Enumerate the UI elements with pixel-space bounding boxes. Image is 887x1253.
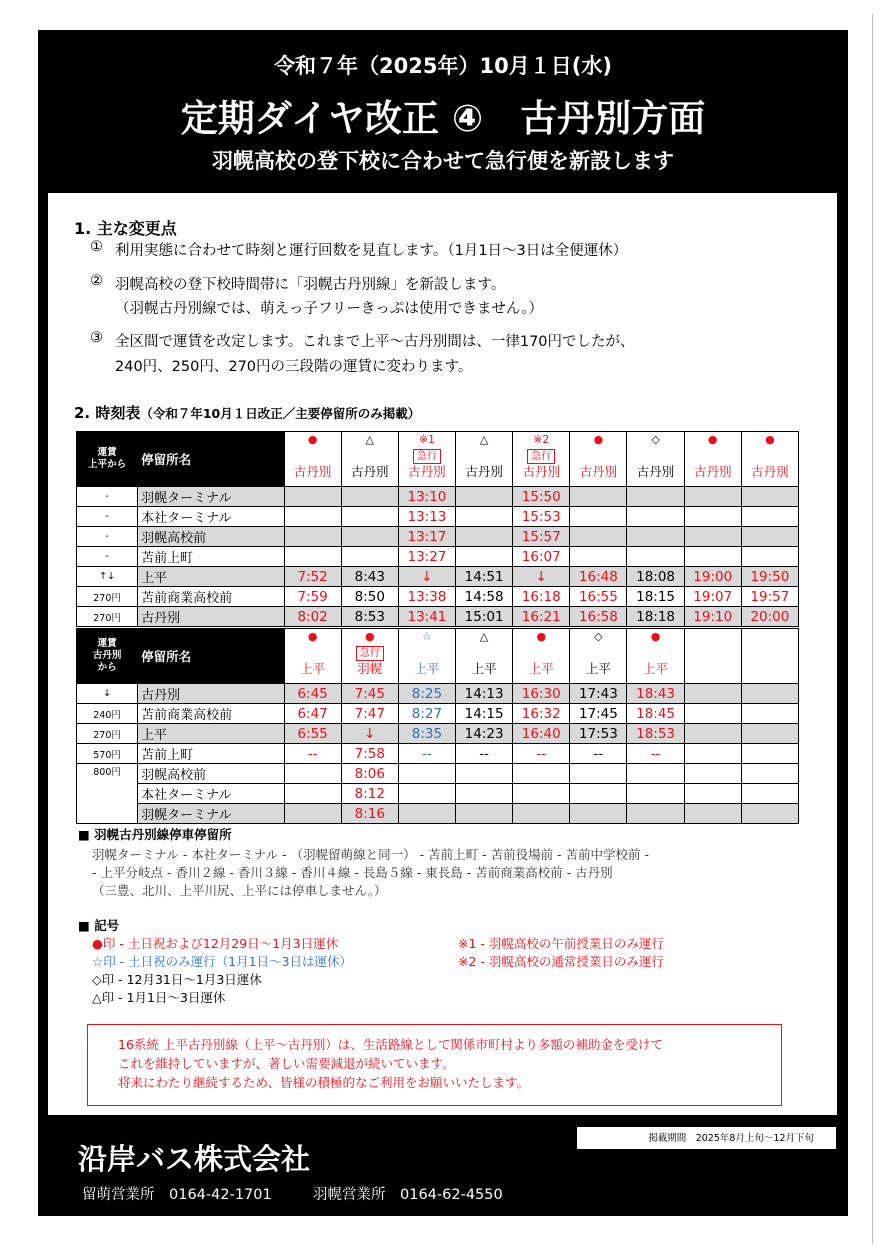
trip-destination: 上平	[528, 661, 554, 676]
trip-destination: 古丹別	[579, 464, 618, 479]
trip-mark: ●	[307, 433, 318, 446]
time-cell: 19:10	[684, 607, 741, 627]
trip-destination: 古丹別	[522, 464, 560, 479]
stops-line: （三豊、北川、上平川尻、上平には停車しません。）	[92, 883, 387, 898]
trip-mark: ●	[536, 630, 547, 643]
trip-mark: ●	[593, 433, 604, 446]
time-cell	[513, 764, 570, 784]
time-cell: 20:00	[741, 607, 798, 627]
time-cell: 18:18	[627, 607, 684, 627]
time-cell: ↓	[398, 567, 455, 587]
time-cell: 13:17	[398, 527, 455, 547]
trip-destination: 上平	[300, 661, 326, 676]
legend-item: ◇印 - 12月31日〜1月3日運休	[92, 972, 262, 987]
section2-title	[74, 402, 420, 423]
stops-line: - 上平分岐点 - 香川２線 - 香川３線 - 香川４線 - 長島５線 - 東長島 - 苫前商業高校前 - 古丹別	[92, 865, 613, 880]
time-cell: --	[398, 744, 455, 764]
trip-mark	[685, 629, 741, 645]
time-cell	[627, 507, 684, 527]
time-cell	[627, 487, 684, 507]
stop-name: 本社ターミナル	[138, 507, 284, 527]
trip-type-slot	[342, 645, 398, 661]
stops-line: 羽幌ターミナル - 本社ターミナル - （羽幌留萌線と同一） - 苫前上町 - 苫前役場前 - 苫前中学校前 -	[92, 847, 650, 862]
stop-name: 本社ターミナル	[138, 784, 284, 804]
trip-mark: ◇	[594, 630, 603, 643]
office-haboro: 羽幌営業所 0164-62-4550	[313, 1187, 503, 1203]
trip-mark: ◇	[651, 433, 660, 446]
time-cell: 18:43	[627, 684, 684, 704]
fare-cell: -	[77, 487, 138, 507]
time-cell: 6:45	[284, 684, 341, 704]
trip-destination: 古丹別	[693, 464, 732, 479]
trip-column-header	[513, 432, 570, 487]
time-cell: 16:18	[513, 587, 570, 607]
express-badge: 急行	[413, 449, 441, 464]
fare-cell: 570円	[77, 744, 138, 764]
page-title: 定期ダイヤ改正 ④ 古丹別方面	[180, 97, 706, 140]
time-cell: 13:27	[398, 547, 455, 567]
fare-cell: 270円	[77, 587, 138, 607]
trip-destination: 古丹別	[465, 464, 503, 479]
time-cell	[741, 744, 798, 764]
trip-type-slot	[399, 448, 455, 464]
time-cell	[684, 764, 741, 784]
trip-column-header	[684, 629, 741, 684]
time-cell	[570, 547, 627, 567]
section2-heading: 2. 時刻表	[74, 404, 141, 422]
time-cell: 17:45	[570, 704, 627, 724]
time-cell: 7:52	[284, 567, 341, 587]
notice-line: 16系統 上平古丹別線（上平〜古丹別）は、生活路線として関係市町村より多額の補助金を受けて	[118, 1037, 663, 1052]
time-cell: 16:32	[513, 704, 570, 724]
time-cell	[398, 764, 455, 784]
trip-mark: △	[365, 433, 375, 446]
time-cell: 8:16	[341, 804, 398, 824]
trip-column-header	[456, 432, 513, 487]
time-cell: 6:47	[284, 704, 341, 724]
section2-note: （令和７年10月１日改正／主要停留所のみ掲載）	[140, 406, 421, 421]
time-cell: 8:27	[398, 704, 455, 724]
time-cell: 8:02	[284, 607, 341, 627]
time-cell: 16:40	[513, 724, 570, 744]
time-cell	[570, 487, 627, 507]
time-cell	[741, 704, 798, 724]
time-cell: 13:38	[398, 587, 455, 607]
time-cell	[741, 507, 798, 527]
point-marker: ②	[90, 273, 103, 289]
time-cell: 7:58	[341, 744, 398, 764]
time-cell: 14:58	[456, 587, 513, 607]
point-text: 利用実態に合わせて時刻と運行回数を見直します。（1月1日〜3日は全便運休）	[115, 243, 628, 259]
time-cell	[684, 804, 741, 824]
time-cell: 19:00	[684, 567, 741, 587]
time-cell	[456, 487, 513, 507]
fare-cell: 240円	[77, 704, 138, 724]
trip-column-header	[684, 432, 741, 487]
time-cell: 18:45	[627, 704, 684, 724]
trip-mark: △	[479, 630, 489, 643]
time-cell	[684, 487, 741, 507]
trip-type-slot	[513, 645, 569, 661]
time-cell	[456, 547, 513, 567]
fare-cell: 270円	[77, 607, 138, 627]
time-cell	[456, 764, 513, 784]
header-date: 令和７年（2025年）10月１日(水)	[274, 54, 612, 78]
time-cell: --	[456, 744, 513, 764]
time-cell	[341, 487, 398, 507]
point-marker: ①	[90, 239, 103, 255]
trip-type-slot	[513, 448, 569, 464]
trip-destination: 羽幌	[357, 661, 383, 676]
time-cell: 13:41	[398, 607, 455, 627]
point-text: （羽幌古丹別線では、萌えっ子フリーきっぷは使用できません。）	[115, 301, 544, 317]
stops-heading: ■ 羽幌古丹別線停車停留所	[78, 827, 232, 842]
time-cell: 7:45	[341, 684, 398, 704]
trip-type-slot	[570, 645, 626, 661]
time-cell: 8:43	[341, 567, 398, 587]
express-badge: 急行	[356, 646, 384, 661]
trip-destination: 上平	[471, 661, 497, 676]
time-cell	[284, 527, 341, 547]
time-cell	[627, 804, 684, 824]
time-cell: 17:53	[570, 724, 627, 744]
time-cell	[513, 804, 570, 824]
trip-column-header	[341, 432, 398, 487]
time-cell: 7:47	[341, 704, 398, 724]
trip-column-header	[627, 629, 684, 684]
time-cell: 15:01	[456, 607, 513, 627]
time-cell: 16:07	[513, 547, 570, 567]
trip-type-slot	[685, 645, 741, 661]
time-cell	[341, 527, 398, 547]
time-cell: 8:25	[398, 684, 455, 704]
stop-name: 苫前商業高校前	[138, 704, 284, 724]
fare-cell: ↑↓	[77, 567, 138, 587]
trip-destination: 上平	[414, 661, 440, 676]
stop-name: 羽幌高校前	[138, 764, 284, 784]
trip-column-header	[398, 432, 455, 487]
trip-mark: ●	[707, 433, 718, 446]
time-cell	[684, 784, 741, 804]
time-cell	[741, 527, 798, 547]
time-cell	[570, 804, 627, 824]
time-cell	[570, 527, 627, 547]
trip-column-header	[570, 432, 627, 487]
trip-mark: ●	[765, 433, 775, 446]
time-cell	[513, 784, 570, 804]
time-cell	[284, 507, 341, 527]
time-cell: 14:51	[456, 567, 513, 587]
posting-period: 掲載期間 2025年8月上旬〜12月下旬	[576, 1126, 837, 1150]
time-cell: 16:48	[570, 567, 627, 587]
time-cell	[741, 684, 798, 704]
trip-type-slot	[570, 448, 626, 464]
trip-mark: △	[479, 433, 489, 446]
time-cell: 16:55	[570, 587, 627, 607]
trip-column-header	[513, 629, 570, 684]
trip-column-header	[570, 629, 627, 684]
stop-name-header: 停留所名	[138, 432, 284, 487]
time-cell: 15:50	[513, 487, 570, 507]
time-cell: ↓	[341, 724, 398, 744]
time-cell	[398, 804, 455, 824]
stop-name: 羽幌高校前	[138, 527, 284, 547]
point-text: 240円、250円、270円の三段階の運賃に変わります。	[115, 359, 473, 375]
time-cell: 16:30	[513, 684, 570, 704]
time-cell	[741, 804, 798, 824]
stop-name: 苫前商業高校前	[138, 587, 284, 607]
time-cell	[684, 724, 741, 744]
company-name: 沿岸バス株式会社	[78, 1142, 311, 1176]
trip-type-slot	[627, 448, 683, 464]
time-cell: --	[513, 744, 570, 764]
time-cell	[741, 487, 798, 507]
time-cell: 14:23	[456, 724, 513, 744]
time-cell	[627, 764, 684, 784]
time-cell: 8:35	[398, 724, 455, 744]
time-cell: 7:59	[284, 587, 341, 607]
time-cell	[341, 507, 398, 527]
stop-name: 羽幌ターミナル	[138, 487, 284, 507]
notice-line: これを維持していますが、著しい需要減退が続いています。	[118, 1056, 455, 1071]
time-cell	[570, 784, 627, 804]
trip-destination: 上平	[643, 661, 669, 676]
trip-mark: ※2	[533, 433, 550, 446]
legend-item: ☆印 - 土日祝のみ運行（1月1日〜3日は運休）	[92, 954, 353, 969]
stop-name: 古丹別	[138, 607, 284, 627]
time-cell: 15:57	[513, 527, 570, 547]
time-cell	[570, 507, 627, 527]
time-cell: 17:43	[570, 684, 627, 704]
trip-type-slot	[285, 448, 341, 464]
time-cell	[284, 487, 341, 507]
stop-name: 古丹別	[138, 684, 284, 704]
trip-destination: 古丹別	[751, 464, 789, 479]
trip-destination: 上平	[585, 661, 611, 676]
time-cell	[741, 724, 798, 744]
time-cell: 13:10	[398, 487, 455, 507]
time-cell: 8:53	[341, 607, 398, 627]
time-cell: 8:12	[341, 784, 398, 804]
point-text: 羽幌高校の登下校時間帯に「羽幌古丹別線」を新設します。	[115, 277, 506, 293]
time-cell	[456, 527, 513, 547]
trip-destination: 古丹別	[408, 464, 446, 479]
time-cell: 16:21	[513, 607, 570, 627]
page-edge	[872, 14, 881, 1244]
time-cell: --	[284, 744, 341, 764]
trip-destination: 古丹別	[293, 464, 332, 479]
time-cell	[284, 784, 341, 804]
fare-cell: -	[77, 547, 138, 567]
time-cell	[684, 547, 741, 567]
trip-destination: 古丹別	[351, 464, 389, 479]
legend-item: △印 - 1月1日〜3日運休	[92, 990, 226, 1005]
stop-name: 苫前上町	[138, 744, 284, 764]
trip-mark: ●	[307, 630, 318, 643]
stop-name: 上平	[138, 724, 284, 744]
trip-mark: ☆	[422, 630, 432, 643]
trip-mark: ●	[650, 630, 661, 643]
time-cell	[627, 527, 684, 547]
time-cell	[741, 547, 798, 567]
time-cell: ↓	[513, 567, 570, 587]
time-cell	[398, 784, 455, 804]
time-cell: --	[570, 744, 627, 764]
time-cell	[284, 764, 341, 784]
trip-column-header	[398, 629, 455, 684]
trip-type-slot	[742, 645, 798, 661]
point-marker: ③	[90, 330, 103, 346]
fare-cell: ↓	[77, 684, 138, 704]
time-cell: 18:53	[627, 724, 684, 744]
fare-cell: -	[77, 527, 138, 547]
time-cell	[684, 744, 741, 764]
time-cell	[684, 527, 741, 547]
legend-item: ※1 - 羽幌高校の午前授業日のみ運行	[458, 936, 664, 951]
trip-type-slot	[342, 448, 398, 464]
time-cell	[456, 804, 513, 824]
legend-heading: ■ 記号	[78, 918, 120, 933]
legend-item: ※2 - 羽幌高校の通常授業日のみ運行	[458, 954, 664, 969]
time-cell	[627, 784, 684, 804]
time-cell	[456, 784, 513, 804]
time-cell	[570, 764, 627, 784]
trip-type-slot	[399, 645, 455, 661]
trip-mark: ●	[364, 630, 375, 643]
trip-mark	[742, 629, 798, 645]
trip-type-slot	[285, 645, 341, 661]
trip-column-header	[284, 432, 341, 487]
header-subtitle: 羽幌高校の登下校に合わせて急行便を新設します	[212, 149, 674, 173]
express-badge: 急行	[527, 449, 555, 464]
fare-cell: -	[77, 507, 138, 527]
time-cell: 6:55	[284, 724, 341, 744]
time-cell: 13:13	[398, 507, 455, 527]
point-text: 全区間で運賃を改定します。これまで上平〜古丹別間は、一律170円でしたが、	[115, 334, 635, 350]
trip-column-header	[741, 629, 798, 684]
timetable-inbound	[76, 628, 799, 824]
time-cell: 15:53	[513, 507, 570, 527]
time-cell	[741, 784, 798, 804]
trip-type-slot	[742, 448, 798, 464]
time-cell: 19:07	[684, 587, 741, 607]
timetable-outbound	[76, 431, 799, 627]
time-cell: 18:15	[627, 587, 684, 607]
time-cell	[284, 547, 341, 567]
office-rumoi: 留萌営業所 0164-42-1701	[82, 1187, 272, 1203]
trip-mark: ※1	[418, 433, 436, 446]
trip-type-slot	[456, 448, 512, 464]
notice-line: 将来にわたり継続するため、皆様の積極的なご利用をお願いいたします。	[118, 1075, 530, 1090]
legend-item: ●印 - 土日祝および12月29日〜1月3日運休	[92, 936, 339, 951]
trip-type-slot	[627, 645, 683, 661]
time-cell	[684, 507, 741, 527]
time-cell	[684, 704, 741, 724]
section1-heading: 1. 主な変更点	[74, 219, 177, 238]
time-cell: 19:57	[741, 587, 798, 607]
fare-cell: 270円	[77, 724, 138, 744]
fare-cell: 800円	[77, 764, 138, 824]
stop-name-header: 停留所名	[138, 629, 284, 684]
time-cell	[456, 507, 513, 527]
time-cell	[284, 804, 341, 824]
time-cell: --	[627, 744, 684, 764]
trip-column-header	[284, 629, 341, 684]
trip-column-header	[341, 629, 398, 684]
trip-type-slot	[456, 645, 512, 661]
time-cell: 14:15	[456, 704, 513, 724]
trip-column-header	[456, 629, 513, 684]
trip-destination: 古丹別	[636, 464, 675, 479]
time-cell: 14:13	[456, 684, 513, 704]
fare-header: 運賃 古丹別 から	[77, 629, 138, 684]
time-cell: 19:50	[741, 567, 798, 587]
trip-column-header	[741, 432, 798, 487]
trip-type-slot	[685, 448, 741, 464]
stop-name: 羽幌ターミナル	[138, 804, 284, 824]
fare-header: 運賃 上平から	[77, 432, 138, 487]
stop-name: 苫前上町	[138, 547, 284, 567]
time-cell: 16:58	[570, 607, 627, 627]
time-cell	[741, 764, 798, 784]
trip-column-header	[627, 432, 684, 487]
time-cell	[341, 547, 398, 567]
subsidy-notice	[87, 1024, 782, 1106]
stop-name: 上平	[138, 567, 284, 587]
time-cell	[684, 684, 741, 704]
time-cell: 8:06	[341, 764, 398, 784]
time-cell: 18:08	[627, 567, 684, 587]
time-cell	[627, 547, 684, 567]
time-cell: 8:50	[341, 587, 398, 607]
